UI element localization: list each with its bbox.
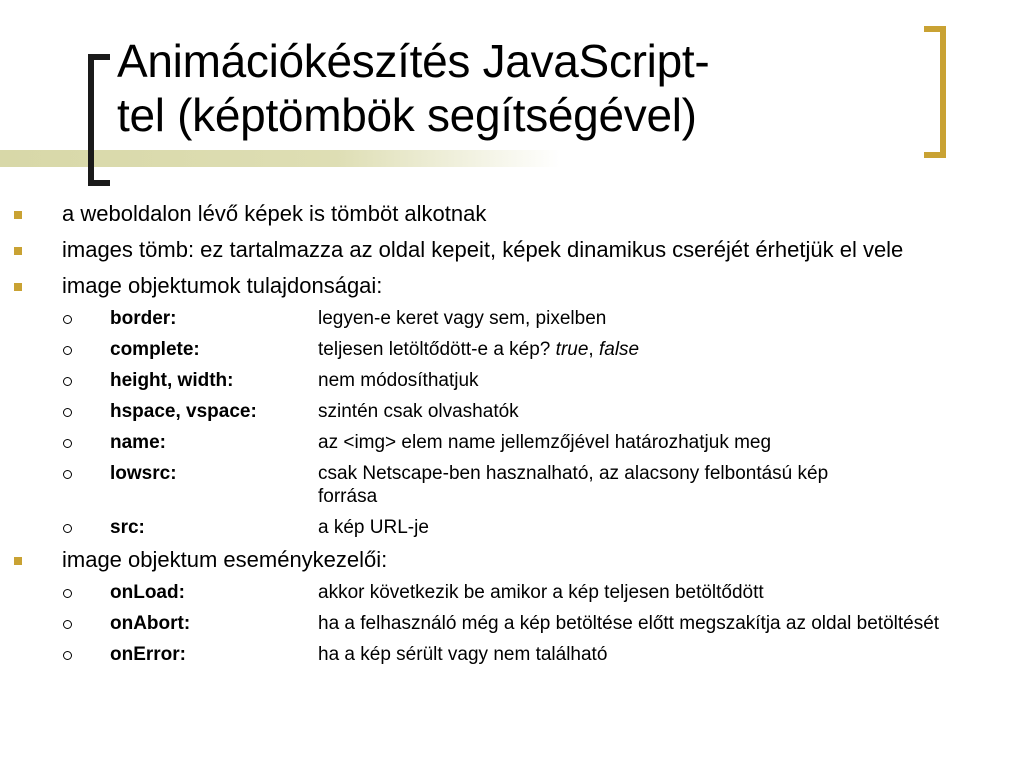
value-false: false: [598, 339, 640, 360]
bullet-text: images tömb: ez tartalmazza az oldal kepeit, képek dinamikus cseréjét érhetjük el vele: [62, 237, 904, 262]
square-bullet-icon: [14, 211, 22, 219]
bullet-item: [0, 201, 1024, 227]
circle-bullet-icon: [63, 651, 72, 660]
property-description-text: teljesen letöltődött-e a kép?: [318, 339, 556, 360]
property-description: a kép URL-je: [318, 517, 429, 538]
square-bullet-icon: [14, 283, 22, 291]
bullet-item: [0, 237, 1024, 263]
property-description: [318, 338, 1024, 361]
property-term: height, width:: [110, 370, 234, 391]
left-bracket-decoration: [88, 54, 110, 186]
event-item-onabort: [0, 612, 1024, 635]
property-item-name: [0, 431, 1024, 454]
circle-bullet-icon: [63, 589, 72, 598]
bullet-item: [0, 273, 1024, 299]
value-true: true: [555, 339, 589, 360]
property-term: name:: [110, 432, 166, 453]
property-description: szintén csak olvashatók: [318, 401, 519, 422]
property-item-border: [0, 307, 1024, 330]
event-description: ha a felhasználó még a kép betöltése előtt megszakítja az oldal betöltését: [318, 613, 940, 634]
circle-bullet-icon: [63, 439, 72, 448]
value-separator: ,: [588, 339, 599, 360]
right-bracket-decoration: [924, 26, 946, 158]
event-description: ha a kép sérült vagy nem található: [318, 644, 608, 665]
square-bullet-icon: [14, 557, 22, 565]
bullet-text: image objektumok tulajdonságai:: [62, 273, 383, 298]
circle-bullet-icon: [63, 346, 72, 355]
event-item-onerror: [0, 643, 1024, 666]
slide-title-line-2: tel (képtömbök segítségével): [117, 89, 697, 141]
slide-title-line-1: Animációkészítés JavaScript-: [117, 35, 710, 87]
property-item-complete: [0, 338, 1024, 361]
property-description: csak Netscape-ben hasznalható, az alacsony felbontású kép forrása: [318, 463, 829, 507]
slide-title: [117, 34, 709, 142]
circle-bullet-icon: [63, 408, 72, 417]
event-description: akkor következik be amikor a kép teljesen betöltődött: [318, 582, 764, 603]
property-item-hspace-vspace: [0, 400, 1024, 423]
property-term: src:: [110, 517, 145, 538]
property-item-lowsrc: [0, 462, 1024, 508]
bullet-text: a weboldalon lévő képek is tömböt alkotnak: [62, 201, 487, 226]
property-term: complete:: [110, 339, 200, 360]
slide-body: [0, 201, 1024, 674]
property-description: az <img> elem name jellemzőjével határozhatjuk meg: [318, 432, 772, 453]
square-bullet-icon: [14, 247, 22, 255]
bullet-item: [0, 547, 1024, 573]
circle-bullet-icon: [63, 470, 72, 479]
circle-bullet-icon: [63, 620, 72, 629]
event-term: onAbort:: [110, 613, 191, 634]
event-term: onLoad:: [110, 582, 185, 603]
property-term: border:: [110, 308, 177, 329]
property-term: hspace, vspace:: [110, 401, 257, 422]
bullet-text: image objektum eseménykezelői:: [62, 547, 388, 572]
circle-bullet-icon: [63, 524, 72, 533]
property-term: lowsrc:: [110, 463, 177, 484]
property-item-height-width: [0, 369, 1024, 392]
property-description: nem módosíthatjuk: [318, 370, 479, 391]
property-description: legyen-e keret vagy sem, pixelben: [318, 308, 607, 329]
circle-bullet-icon: [63, 377, 72, 386]
circle-bullet-icon: [63, 315, 72, 324]
event-term: onError:: [110, 644, 186, 665]
property-item-src: [0, 516, 1024, 539]
event-item-onload: [0, 581, 1024, 604]
title-decoration-band: [0, 150, 560, 167]
